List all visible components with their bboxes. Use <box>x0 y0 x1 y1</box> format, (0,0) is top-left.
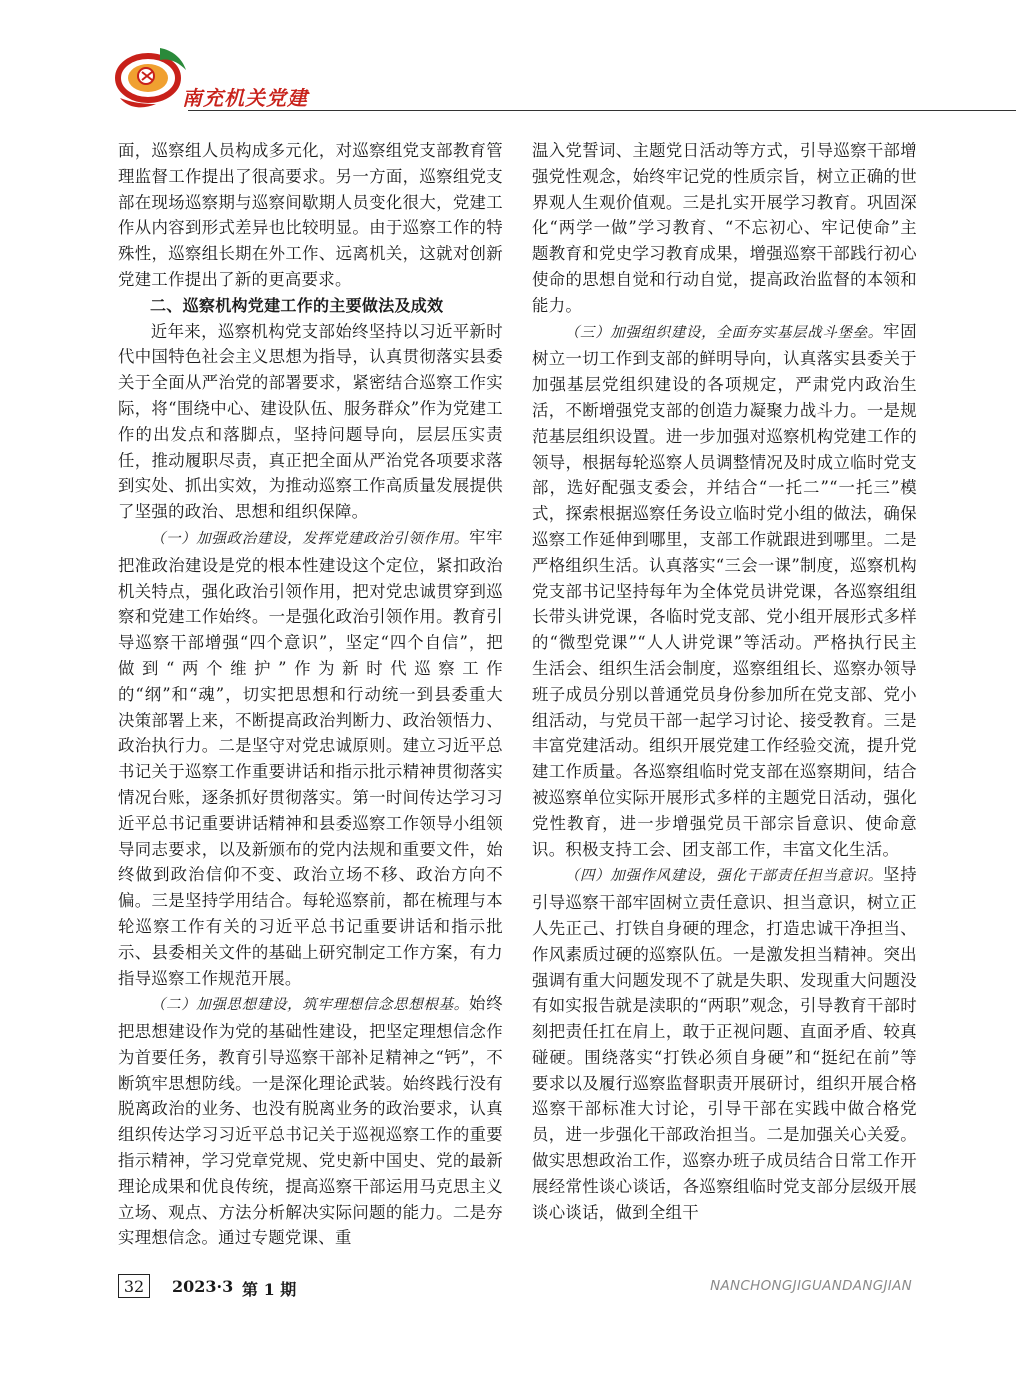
right-text-column <box>532 138 917 1225</box>
paragraph-text: 坚持引导巡察干部牢固树立责任意识、担当意识，树立正人先正己、打铁自身硬的理念，打造忠诚干净担当、作风素质过硬的巡察队伍。一是激发担当精神。突出强调有重大问题发现不了就是失职、发现重大问题没有如实报告就是渎职的“两职”观念，引导教育干部时刻把责任扛在肩上，敢于正视问题、直面矛盾、较真碰硬。围绕落实“打铁必须自身硬”和“挺纪在前”等要求以及履行巡察监督职责开展研讨，组织开展合格巡察干部标准大讨论，引导干部在实践中做合格党员，进一步强化干部政治担当。二是加强关心关爱。做实思想政治工作，巡察办班子成员结合日常工作开展经常性谈心谈话，各巡察组临时党支部分层级开展谈心谈话，做到全组干 <box>532 865 918 1222</box>
page-number: 32 <box>118 1274 150 1298</box>
header-divider <box>188 110 1016 111</box>
page-footer <box>0 1266 1016 1306</box>
body-paragraph <box>118 138 503 293</box>
magazine-brand: 南充机关党建 <box>182 86 308 110</box>
left-text-column <box>118 138 503 1251</box>
paragraph-text: 近年来，巡察机构党支部始终坚持以习近平新时代中国特色社会主义思想为指导，认真贯彻落实县委关于全面从严治党的部署要求，紧密结合巡察工作实际，将“围绕中心、建设队伍、服务群众”作为党建工作的出发点和落脚点，坚持问题导向，层层压实责任，推动履职尽责，真正把全面从严治党各项要求落到实处、抓出实效，为推动巡察工作高质量发展提供了坚强的政治、思想和组织保障。 <box>118 321 503 522</box>
issue-year: 2023·3 <box>172 1277 234 1296</box>
body-paragraph <box>532 138 917 319</box>
body-paragraph <box>532 319 917 863</box>
section-heading: 二、巡察机构党建工作的主要做法及成效 <box>150 295 444 315</box>
paragraph-text: 牢固树立一切工作到支部的鲜明导向，认真落实县委关于加强基层党组织建设的各项规定，严肃党内政治生活，不断增强党支部的创造力凝聚力战斗力。一是规范基层组织设置。进一步加强对巡察机构党建工作的领导，根据每轮巡察人员调整情况及时成立临时党支部，选好配强支委会，并结合“一托二”“一托三”模式，探索根据巡察任务设立临时党小组的做法，确保巡察工作延伸到哪里，支部工作就跟进到哪里。二是严格组织生活。认真落实“三会一课”制度，巡察机构党支部书记坚持每年为全体党员讲党课，各巡察组组长带头讲党课，各临时党支部、党小组开展形式多样的“微型党课”“人人讲党课”等活动。严格执行民主生活会、组织生活会制度，巡察组组长、巡察办领导班子成员分别以普通党员身份参加所在党支部、党小组活动，与党员干部一起学习讨论、接受教育。三是丰富党建活动。组织开展党建工作经验交流，提升党建工作质量。各巡察组临时党支部在巡察期间，结合被巡察单位实际开展形式多样的主题党日活动，强化党性教育，进一步增强党员干部宗旨意识、使命意识。积极支持工会、团支部工作，丰富文化生活。 <box>532 321 918 859</box>
subsection-heading: （三）加强组织建设，全面夯实基层战斗堡垒。 <box>564 324 883 341</box>
body-paragraph <box>532 862 917 1225</box>
paragraph-text: 面，巡察组人员构成多元化，对巡察组党支部教育管理监督工作提出了很高要求。另一方面，巡察组党支部在现场巡察期与巡察间歇期人员变化很大，党建工作从内容到形式差异也比较明显。由于巡察工作的特殊性，巡察组长期在外工作、远离机关，这就对创新党建工作提出了新的更高要求。 <box>118 141 503 289</box>
party-emblem-logo-icon <box>112 38 190 112</box>
paragraph-text: 始终把思想建设作为党的基础性建设，把坚定理想信念作为首要任务，教育引导巡察干部补足精神之“钙”，不断筑牢思想防线。一是深化理论武装。始终践行没有脱离政治的业务、也没有脱离业务的政治要求，认真组织传达学习习近平总书记关于巡视巡察工作的重要指示精神，学习党章党规、党史新中国史、党的最新理论成果和优良传统，提高巡察干部运用马克思主义立场、观点、方法分析解决实际问题的能力。二是夯实理想信念。通过专题党课、重 <box>118 994 504 1248</box>
paragraph-text: 牢牢把准政治建设是党的根本性建设这个定位，紧扣政治机关特点，强化政治引领作用，把对党忠诚贯穿到巡察和党建工作始终。一是强化政治引领作用。教育引导巡察干部增强“四个意识”，坚定“四个自信”，把做到“两个维护”作为新时代巡察工作的“纲”和“魂”，切实把思想和行动统一到县委重大决策部署上来，不断提高政治判断力、政治领悟力、政治执行力。二是坚守对党忠诚原则。建立习近平总书记关于巡察工作重要讲话和指示批示精神贯彻落实情况台账，逐条抓好贯彻落实。第一时间传达学习习近平总书记重要讲话精神和县委巡察工作领导小组领导同志要求，以及新颁布的党内法规和重要文件，始终做到政治信仰不变、政治立场不移、政治方向不偏。三是坚持学用结合。每轮巡察前，都在梳理与本轮巡察工作有关的习近平总书记重要讲话和指示批示、县委相关文件的基础上研究制定工作方案，有力指导巡察工作规范开展。 <box>118 527 504 988</box>
subsection-heading: （四）加强作风建设，强化干部责任担当意识。 <box>564 868 883 885</box>
page-header <box>0 0 1016 120</box>
subsection-heading: （二）加强思想建设，筑牢理想信念思想根基。 <box>150 997 469 1014</box>
issue-number: 第 1 期 <box>242 1280 297 1299</box>
footer-brand-pinyin: NANCHONGJIGUANDANGJIAN <box>710 1278 912 1294</box>
paragraph-text: 温入党誓词、主题党日活动等方式，引导巡察干部增强党性观念，始终牢记党的性质宗旨，树立正确的世界观人生观价值观。三是扎实开展学习教育。巩固深化“两学一做”学习教育、“不忘初心、牢记使命”主题教育和党史学习教育成果，增强巡察干部践行初心使命的思想自觉和行动自觉，提高政治监督的本领和能力。 <box>532 141 917 315</box>
body-paragraph <box>118 991 503 1251</box>
body-paragraph <box>118 525 503 991</box>
body-paragraph <box>118 319 503 525</box>
subsection-heading: （一）加强政治建设，发挥党建政治引领作用。 <box>150 530 469 547</box>
